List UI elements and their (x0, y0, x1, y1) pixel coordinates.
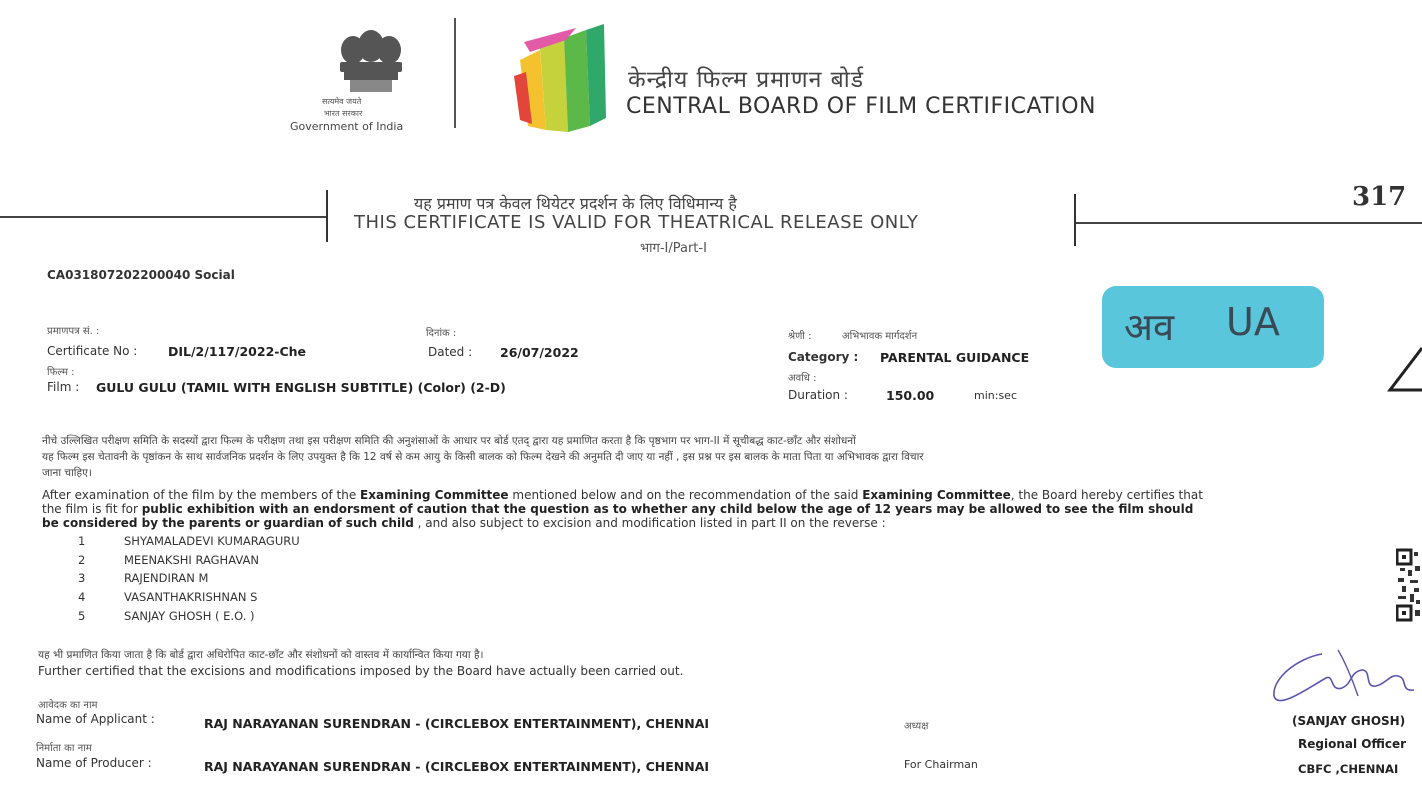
endorsement-hindi-line-1: नीचे उल्लिखित परीक्षण समिति के सदस्यों द्वारा फिल्म के परीक्षण तथा इस परीक्षण समिति की अनुशंसाओं के आधार पर बोर्ड एतद् द्वारा यह प्रमाणित करता है कि पृष्ठभाग पर भाग-II में सूचीबद्ध काट-छाँट और संशोधनों (42, 435, 856, 447)
rating-badge (1102, 286, 1324, 368)
signatory-name: (SANJAY GHOSH) (1292, 714, 1406, 728)
cbfc-logo-icon (506, 20, 610, 138)
rating-badge-en: UA (1226, 300, 1280, 344)
caution-triangle-icon (1386, 344, 1422, 392)
certificate-no-label-hi: प्रमाणपत्र सं. : (47, 326, 100, 337)
film-label: Film : (47, 380, 80, 394)
validity-text-hindi: यह प्रमाण पत्र केवल थियेटर प्रदर्शन के लिए विधिमान्य है (414, 194, 737, 213)
further-certified-hindi: यह भी प्रमाणित किया जाता है कि बोर्ड द्वारा अधिरोपित काट-छाँट और संशोधनों को वास्तव में कार्यान्वित किया गया है। (38, 649, 484, 661)
member-number: 5 (78, 609, 86, 623)
emblem-caption-hi: भारत सरकार (324, 109, 363, 118)
member-name: SHYAMALADEVI KUMARAGURU (124, 534, 300, 548)
film-label-hi: फिल्म : (47, 367, 75, 378)
producer-value: RAJ NARAYANAN SURENDRAN - (CIRCLEBOX ENTERTAINMENT), CHENNAI (204, 759, 710, 774)
date-value: 26/07/2022 (500, 345, 579, 360)
validity-text: THIS CERTIFICATE IS VALID FOR THEATRICAL RELEASE ONLY (354, 212, 919, 233)
signature-icon (1268, 648, 1422, 718)
duration-value: 150.00 (886, 388, 935, 403)
header-divider (454, 18, 456, 128)
applicant-value: RAJ NARAYANAN SURENDRAN - (CIRCLEBOX ENTERTAINMENT), CHENNAI (204, 716, 710, 731)
member-number: 2 (78, 553, 86, 567)
signatory-title: Regional Officer (1298, 737, 1407, 751)
member-number: 3 (78, 571, 86, 585)
emblem-motto: सत्यमेव जयते (322, 97, 362, 106)
category-label: Category : (788, 350, 859, 364)
board-name: CENTRAL BOARD OF FILM CERTIFICATION (626, 94, 1097, 119)
endorsement-hindi-line-2: यह फिल्म इस चेतावनी के पृष्ठांकन के साथ सार्वजनिक प्रदर्शन के लिए उपयुक्त है कि 12 वर्ष से कम आयु के किसी बालक को फिल्म देखने की अनुमति दी जाए या नहीं , इस प्रश्न पर इस बालक के माता पिता या अभिभावक द्वारा विचार (42, 451, 924, 463)
category-label-hi: श्रेणी : (788, 331, 812, 342)
certificate-no-label: Certificate No : (47, 344, 138, 358)
certificate-no-value: DIL/2/117/2022-Che (168, 344, 307, 359)
chairman-label: For Chairman (904, 758, 978, 771)
signatory-office: CBFC ,CHENNAI (1298, 762, 1399, 776)
endorsement-hindi-line-3: जाना चाहिए। (42, 467, 92, 479)
producer-label: Name of Producer : (36, 756, 152, 770)
qr-code-icon (1396, 548, 1422, 624)
applicant-label-hi: आवेदक का नाम (38, 700, 98, 711)
member-number: 1 (78, 534, 86, 548)
rating-badge-hi: अव (1124, 305, 1175, 349)
member-number: 4 (78, 590, 86, 604)
further-certified: Further certified that the excisions and modifications imposed by the Board have actually been carried out. (38, 664, 684, 678)
reference-number: CA031807202200040 Social (47, 268, 235, 282)
category-value-hi: अभिभावक मार्गदर्शन (842, 331, 918, 342)
banner-rule-right (1076, 222, 1422, 224)
member-name: VASANTHAKRISHNAN S (124, 590, 258, 604)
producer-label-hi: निर्माता का नाम (36, 743, 92, 754)
duration-label: Duration : (788, 388, 848, 402)
banner-rule-left (0, 216, 328, 218)
category-value: PARENTAL GUIDANCE (880, 350, 1030, 365)
board-name-hindi: केन्द्रीय फिल्म प्रमाणन बोर्ड (628, 67, 865, 93)
member-name: RAJENDIRAN M (124, 571, 209, 585)
member-name: SANJAY GHOSH ( E.O. ) (124, 609, 255, 623)
certificate-serial: 317 (1352, 182, 1407, 212)
part-label: भाग-I/Part-I (640, 241, 707, 256)
date-label-hi: दिनांक : (426, 328, 457, 339)
endorsement-line-1: After examination of the film by the members of the Examining Committee mentioned below and on the recommendation of the said Examining Committee, the Board hereby certifies that (42, 488, 1203, 502)
applicant-label: Name of Applicant : (36, 712, 155, 726)
date-label: Dated : (428, 345, 473, 359)
emblem-caption: Government of India (290, 120, 404, 133)
chairman-label-hi: अध्यक्ष (904, 721, 929, 732)
film-title: GULU GULU (TAMIL WITH ENGLISH SUBTITLE) (Color) (2-D) (96, 380, 506, 395)
member-name: MEENAKSHI RAGHAVAN (124, 553, 259, 567)
duration-unit: min:sec (974, 389, 1017, 402)
banner-tick-right (1074, 194, 1076, 246)
duration-label-hi: अवधि : (788, 373, 817, 384)
banner-tick-left (326, 190, 328, 242)
endorsement-line-2: the film is fit for public exhibition with an endorsment of caution that the question as to whether any child below the age of 12 years may be allowed to see the film should (42, 502, 1194, 516)
endorsement-line-3: be considered by the parents or guardian of such child , and also subject to excision and modification listed in part II on the reverse : (42, 516, 886, 530)
